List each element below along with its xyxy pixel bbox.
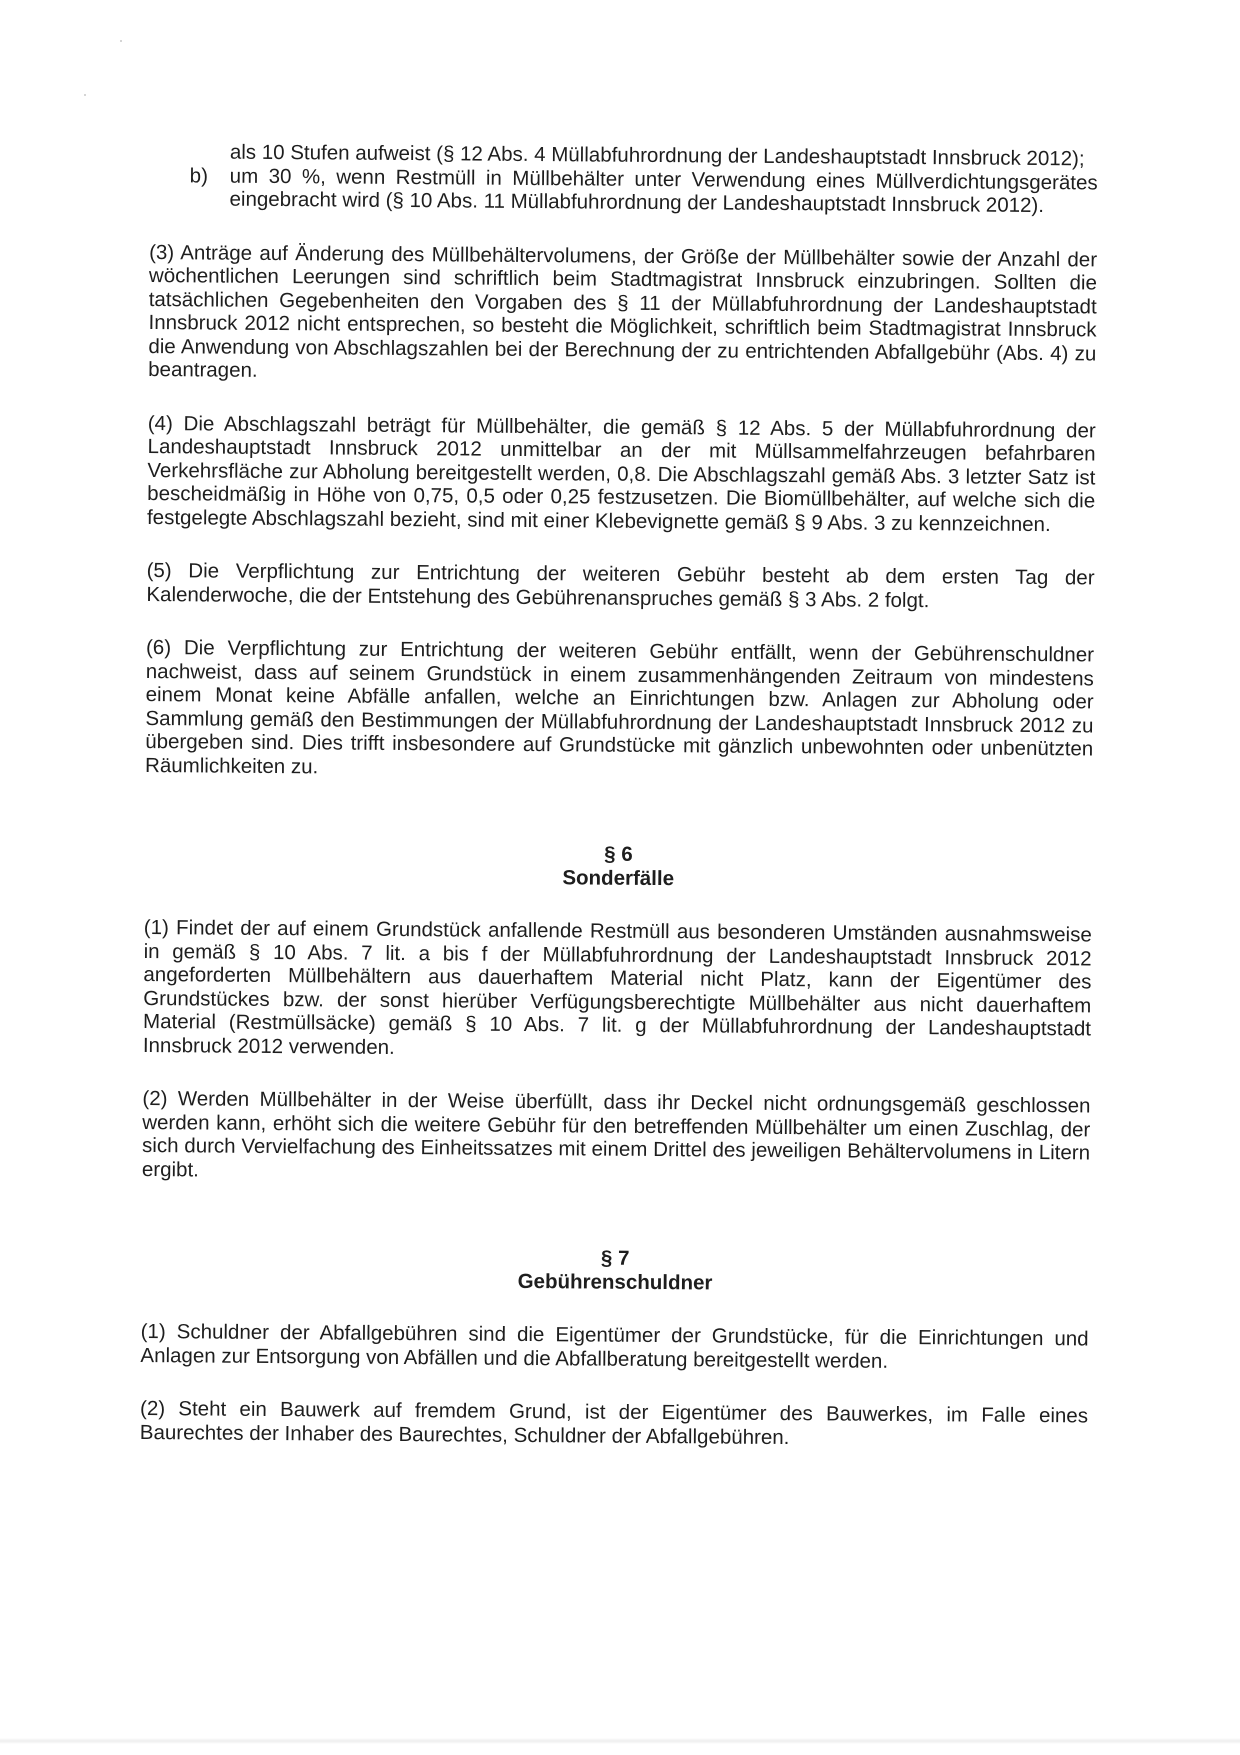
paragraph-3: (3) Anträge auf Änderung des Müllbehältervolumens, der Größe der Müllbehälter sowie der Anzahl der wöchentlichen Leerungen sind schriftlich beim Stadtmagistrat Innsbruck einzubringen. Sollten die tatsächlichen Gegebenheiten den Vorgaben des § 11 der Müllabfuhrordnung der Landeshauptstadt Innsbruck 2012 nicht entsprechen, so besteht die Möglichkeit, schriftlich beim Stadtmagistrat Innsbruck die Anwendung von Abschlagszahlen bei der Berechnung der zu entrichtenden Abfallgebühr (Abs. 4) zu beantragen. — [148, 240, 1098, 382]
section-6-paragraph-2: (2) Werden Müllbehälter in der Weise überfüllt, dass ihr Deckel nicht ordnungsgemäß geschlossen werden kann, erhöht sich die weitere Gebühr für den betreffenden Müllbehälter um einen Zuschlag, der sich durch Vervielfachung des Einheitssatzes mit einem Drittel des jeweiligen Behältervolumens in Litern ergibt. — [141, 1086, 1091, 1181]
section-7-paragraph-1: (1) Schuldner der Abfallgebühren sind die Eigentümer der Grundstücke, für die Einrichtungen und Anlagen zur Entsorgung von Abfällen und die Abfallberatung bereitgestellt werden. — [140, 1319, 1089, 1373]
paragraph-5: (5) Die Verpflichtung zur Entrichtung der weiteren Gebühr besteht ab dem ersten Tag der Kalenderwoche, die der Entstehung des Gebührenanspruches gemäß § 3 Abs. 2 folgt. — [146, 558, 1095, 612]
section-title: Gebührenschuldner — [517, 1269, 713, 1294]
section-7-paragraph-2: (2) Steht ein Bauwerk auf fremdem Grund, ist der Eigentümer des Bauwerkes, im Falle eines Baurechtes der Inhaber des Baurechtes, Schuldner der Abfallgebühren. — [139, 1396, 1089, 1449]
document-body — [140, 140, 1098, 1451]
scan-speck — [84, 94, 86, 96]
list-item-label: b) — [189, 163, 209, 187]
paragraph-4: (4) Die Abschlagszahl beträgt für Müllbehälter, die gemäß § 12 Abs. 5 der Müllabfuhrordnung der Landeshauptstadt Innsbruck 2012 unmittelbar an der mit Müllsammelfahrzeugen befahrbaren Verkehrsfläche zur Abholung bereitgestellt werden, 0,8. Die Abschlagszahl gemäß Abs. 3 letzter Satz ist bescheidmäßig in Höhe von 0,75, 0,5 oder 0,25 festzusetzen. Die Biomüllbehälter, auf welche sich die festgelegte Abschlagszahl bezieht, sind mit einer Klebevignette gemäß § 9 Abs. 3 zu kennzeichnen. — [146, 411, 1096, 536]
section-number: § 7 — [600, 1246, 630, 1270]
paragraph-6: (6) Die Verpflichtung zur Entrichtung der weiteren Gebühr entfällt, wenn der Gebührenschuldner nachweist, dass auf seinem Grundstück in einem zusammenhängenden Zeitraum von mindestens einem Monat keine Abfälle anfallen, welche an Einrichtungen bzw. Anlagen zur Abholung oder Sammlung gemäß den Bestimmungen der Müllabfuhrordnung der Landeshauptstadt Innsbruck 2012 zu übergeben sind. Dies trifft insbesondere auf Grundstücke mit gänzlich unbewohnten oder unbenützten Räumlichkeiten zu. — [145, 635, 1095, 778]
section-7 — [140, 1243, 1090, 1451]
list-item-text: um 30 %, wenn Restmüll in Müllbehälter unter Verwendung eines Müllverdichtungsgerätes eingebracht wird (§ 10 Abs. 11 Müllabfuhrordnung der Landeshauptstadt Innsbruck 2012). — [229, 164, 1098, 218]
section-number: § 6 — [604, 842, 633, 866]
intro-continuation: als 10 Stufen aufweist (§ 12 Abs. 4 Müllabfuhrordnung der Landeshauptstadt Innsbruck 2012); — [229, 140, 1085, 171]
scan-edge — [0, 1738, 1240, 1744]
scan-speck — [120, 40, 122, 42]
section-title: Sonderfälle — [562, 865, 675, 890]
section-6 — [142, 839, 1093, 1188]
list-item-b — [149, 163, 1097, 217]
section-6-paragraph-1: (1) Findet der auf einem Grundstück anfallende Restmüll aus besonderen Umständen ausnahmsweise in gemäß § 10 Abs. 7 lit. a bis f der Müllabfuhrordnung der Landeshauptstadt Innsbruck 2012 angeforderten Müllbehältern aus dauerhaftem Material nicht Platz, kann der Eigentümer des Grundstückes bzw. der sonst hierüber Verfügungsberechtigte Müllbehälter aus nicht dauerhaftem Material (Restmüllsäcke) gemäß § 10 Abs. 7 lit. g der Müllabfuhrordnung der Landeshauptstadt Innsbruck 2012 verwenden. — [142, 915, 1092, 1059]
